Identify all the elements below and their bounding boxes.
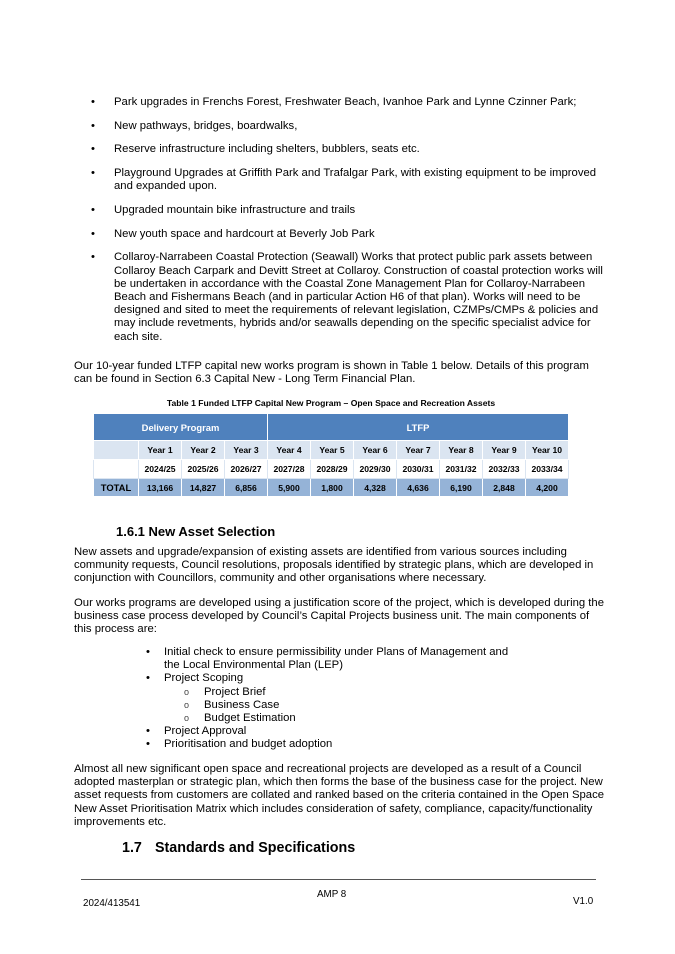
year-cell: Year 8: [440, 441, 483, 460]
year-cell: Year 3: [225, 441, 268, 460]
bullet-icon: •: [91, 143, 95, 156]
section-heading-new-asset-selection: 1.6.1 New Asset Selection: [116, 524, 276, 539]
total-cell: 6,856: [225, 479, 268, 497]
year-cell: Year 10: [526, 441, 569, 460]
total-cell: 14,827: [182, 479, 225, 497]
year-cell: Year 2: [182, 441, 225, 460]
sub-list-item: o Budget Estimation: [184, 712, 296, 725]
footer-page-number: AMP 8: [317, 889, 347, 900]
table-total-row: [94, 479, 569, 497]
year-cell: Year 1: [139, 441, 182, 460]
total-cell: 1,800: [311, 479, 354, 497]
fiscal-year-cell: 2033/34: [526, 460, 569, 479]
total-cell: 6,190: [440, 479, 483, 497]
bullet-icon: •: [91, 167, 95, 180]
total-cell: 4,636: [397, 479, 440, 497]
total-cell: 2,848: [483, 479, 526, 497]
list-item: • New pathways, bridges, boardwalks,: [91, 119, 298, 132]
group-header-ltfp: LTFP: [268, 414, 569, 441]
year-cell: Year 6: [354, 441, 397, 460]
asset-selection-paragraph-2: Our works programs are developed using a justification score of the project, which is developed during the business case process developed by Council’s Capital Projects business unit. The main components of this process are:: [74, 597, 604, 636]
year-cell: Year 7: [397, 441, 440, 460]
total-cell: 13,166: [139, 479, 182, 497]
bullet-icon: •: [146, 646, 150, 658]
total-cell: 4,328: [354, 479, 397, 497]
section-heading-standards: [122, 840, 355, 856]
asset-selection-paragraph-3: Almost all new significant open space and recreational projects are developed as a result of a Council adopted masterplan or strategic plan, which then forms the base of the business case for the project. New asset requests from customers are collated and ranked based on the criteria contained in the Open Space New Asset Prioritisation Matrix which includes consideration of safety, compliance, capacity/functionality improvements etc.: [74, 763, 605, 828]
asset-selection-paragraph-1: New assets and upgrade/expansion of existing assets are identified from various sources including community requests, Council resolutions, proposals identified by strategic plans, which are developed in conjunction with Councillors, community and other organisations where necessary.: [74, 546, 594, 585]
group-header-delivery-program: Delivery Program: [94, 414, 268, 441]
hollow-circle-bullet-icon: o: [184, 686, 190, 697]
fiscal-year-cell: 2024/25: [139, 460, 182, 479]
footer-divider: [81, 879, 596, 880]
year-cell: Year 5: [311, 441, 354, 460]
bullet-icon: •: [91, 251, 95, 264]
year-cell: Year 9: [483, 441, 526, 460]
capital-new-program-table: [93, 413, 569, 497]
list-item: • Prioritisation and budget adoption: [146, 738, 333, 751]
total-cell: 4,200: [526, 479, 569, 497]
footer-version: V1.0: [573, 896, 594, 907]
list-item: • Project Scoping: [146, 672, 244, 685]
section-title: Standards and Specifications: [155, 840, 356, 856]
fiscal-year-cell: 2026/27: [225, 460, 268, 479]
list-item: • Upgraded mountain bike infrastructure and trails: [91, 204, 356, 217]
list-item: • Collaroy-Narrabeen Coastal Protection (Seawall) Works that protect public park assets between Collaroy Beach Carpark and Devitt Street at Collaroy. Construction of coastal protection works will be undertaken in accordance with the Coastal Zone Management Plan for Collaroy-Narrabeen Beach and Fishermans Beach (and in particular Action H6 of that plan). Works will need to be designed and sited to meet the requirements of relevant legislation, CZMPs/CMPs & policies and may include revetments, hybrids and/or seawalls depending on the specific specialist advice for each site.: [91, 251, 603, 343]
table-fiscal-year-row: [94, 460, 569, 479]
table-year-row: [94, 441, 569, 460]
bullet-icon: •: [91, 119, 95, 132]
total-cell: 5,900: [268, 479, 311, 497]
hollow-circle-bullet-icon: o: [184, 699, 190, 710]
list-item: • Reserve infrastructure including shelters, bubblers, seats etc.: [91, 143, 420, 156]
sub-list-item: o Project Brief: [184, 685, 266, 698]
table-group-header-row: [94, 414, 569, 441]
fiscal-year-cell: 2030/31: [397, 460, 440, 479]
fiscal-year-cell: 2028/29: [311, 460, 354, 479]
list-item: • Playground Upgrades at Griffith Park and Trafalgar Park, with existing equipment to be improved and expanded upon.: [91, 167, 597, 193]
list-item: • Project Approval: [146, 725, 247, 738]
table-caption: Table 1 Funded LTFP Capital New Program – Open Space and Recreation Assets: [166, 398, 496, 408]
section-number: 1.7: [122, 840, 142, 856]
fiscal-year-cell: 2029/30: [354, 460, 397, 479]
hollow-circle-bullet-icon: o: [184, 713, 190, 724]
bullet-icon: •: [91, 227, 95, 240]
intro-paragraph: Our 10-year funded LTFP capital new works program is shown in Table 1 below. Details of this program can be found in Section 6.3 Capital New - Long Term Financial Plan.: [74, 360, 589, 386]
bullet-icon: •: [91, 204, 95, 217]
fiscal-year-cell: 2032/33: [483, 460, 526, 479]
bullet-icon: •: [146, 672, 150, 685]
empty-cell: [94, 441, 139, 460]
fiscal-year-cell: 2027/28: [268, 460, 311, 479]
bullet-icon: •: [91, 96, 95, 108]
sub-list-item: o Business Case: [184, 698, 280, 711]
capital-works-bullet-list: [74, 96, 604, 354]
fiscal-year-cell: 2025/26: [182, 460, 225, 479]
year-cell: Year 4: [268, 441, 311, 460]
list-item: • Park upgrades in Frenchs Forest, Freshwater Beach, Ivanhoe Park and Lynne Czinner Park;: [91, 96, 577, 108]
bullet-icon: •: [146, 725, 150, 738]
bullet-icon: •: [146, 738, 150, 751]
list-item: • Initial check to ensure permissibility under Plans of Management and the Local Environmental Plan (LEP): [146, 646, 509, 672]
process-steps-list: [140, 646, 520, 752]
empty-cell: [94, 460, 139, 479]
fiscal-year-cell: 2031/32: [440, 460, 483, 479]
list-item: • New youth space and hardcourt at Beverly Job Park: [91, 227, 375, 240]
total-label: TOTAL: [94, 479, 139, 497]
footer-doc-id: 2024/413541: [83, 898, 141, 909]
